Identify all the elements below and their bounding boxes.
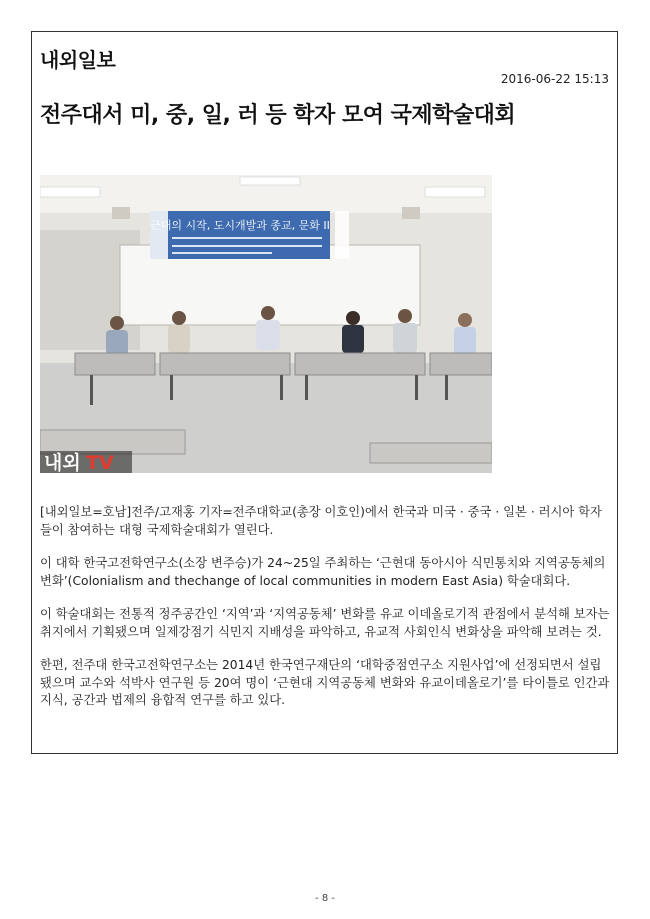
article-paragraph: [내외일보=호남]전주/고재홍 기자=전주대학교(총장 이호인)에서 한국과 미국 · 중국 · 일본 · 러시아 학자들이 참여하는 대형 국제학술대회가 열린다.	[40, 505, 602, 537]
article-frame	[31, 31, 618, 754]
banner-title: 근대의 시작, 도시개발과 종교, 문화 II	[150, 219, 330, 232]
article-paragraph: 한편, 전주대 한국고전학연구소는 2014년 한국연구재단의 ‘대학중점연구소 지원사업’에 선정되면서 설립됐으며 교수와 석박사 연구원 등 20여 명이 ‘근현대 지역공동체 변화와 유교이데올로기’를 타이틀로 인간과 지식, 공간과 법제의 융합적 연구를 하고 있다.	[40, 658, 610, 707]
article-paragraph: 이 학술대회는 전통적 정주공간인 ‘지역’과 ‘지역공동체’ 변화를 유교 이데올로기적 관점에서 분석해 보자는 취지에서 기획됐으며 일제강점기 식민지 지배성을 파악하고, 유교적 사회인식 변화상을 파악해 보려는 것.	[40, 607, 610, 639]
page-number: - 8 -	[315, 893, 335, 904]
tv-watermark-part1: 내외	[44, 452, 81, 473]
newspaper-name: 내외일보	[40, 48, 116, 72]
article-body	[40, 504, 610, 726]
article-paragraph: 이 대학 한국고전학연구소(소장 변주승)가 24~25일 주최하는 ‘근현대 동아시아 식민통치와 지역공동체의 변화’(Colonialism and thechange of local communities in modern East Asia) 학술대회다.	[40, 556, 606, 588]
publish-datetime: 2016-06-22 15:13	[500, 72, 609, 86]
article-photo	[40, 175, 492, 473]
article-headline: 전주대서 미, 중, 일, 러 등 학자 모여 국제학술대회	[40, 103, 516, 128]
tv-watermark-part2: TV	[86, 452, 114, 473]
